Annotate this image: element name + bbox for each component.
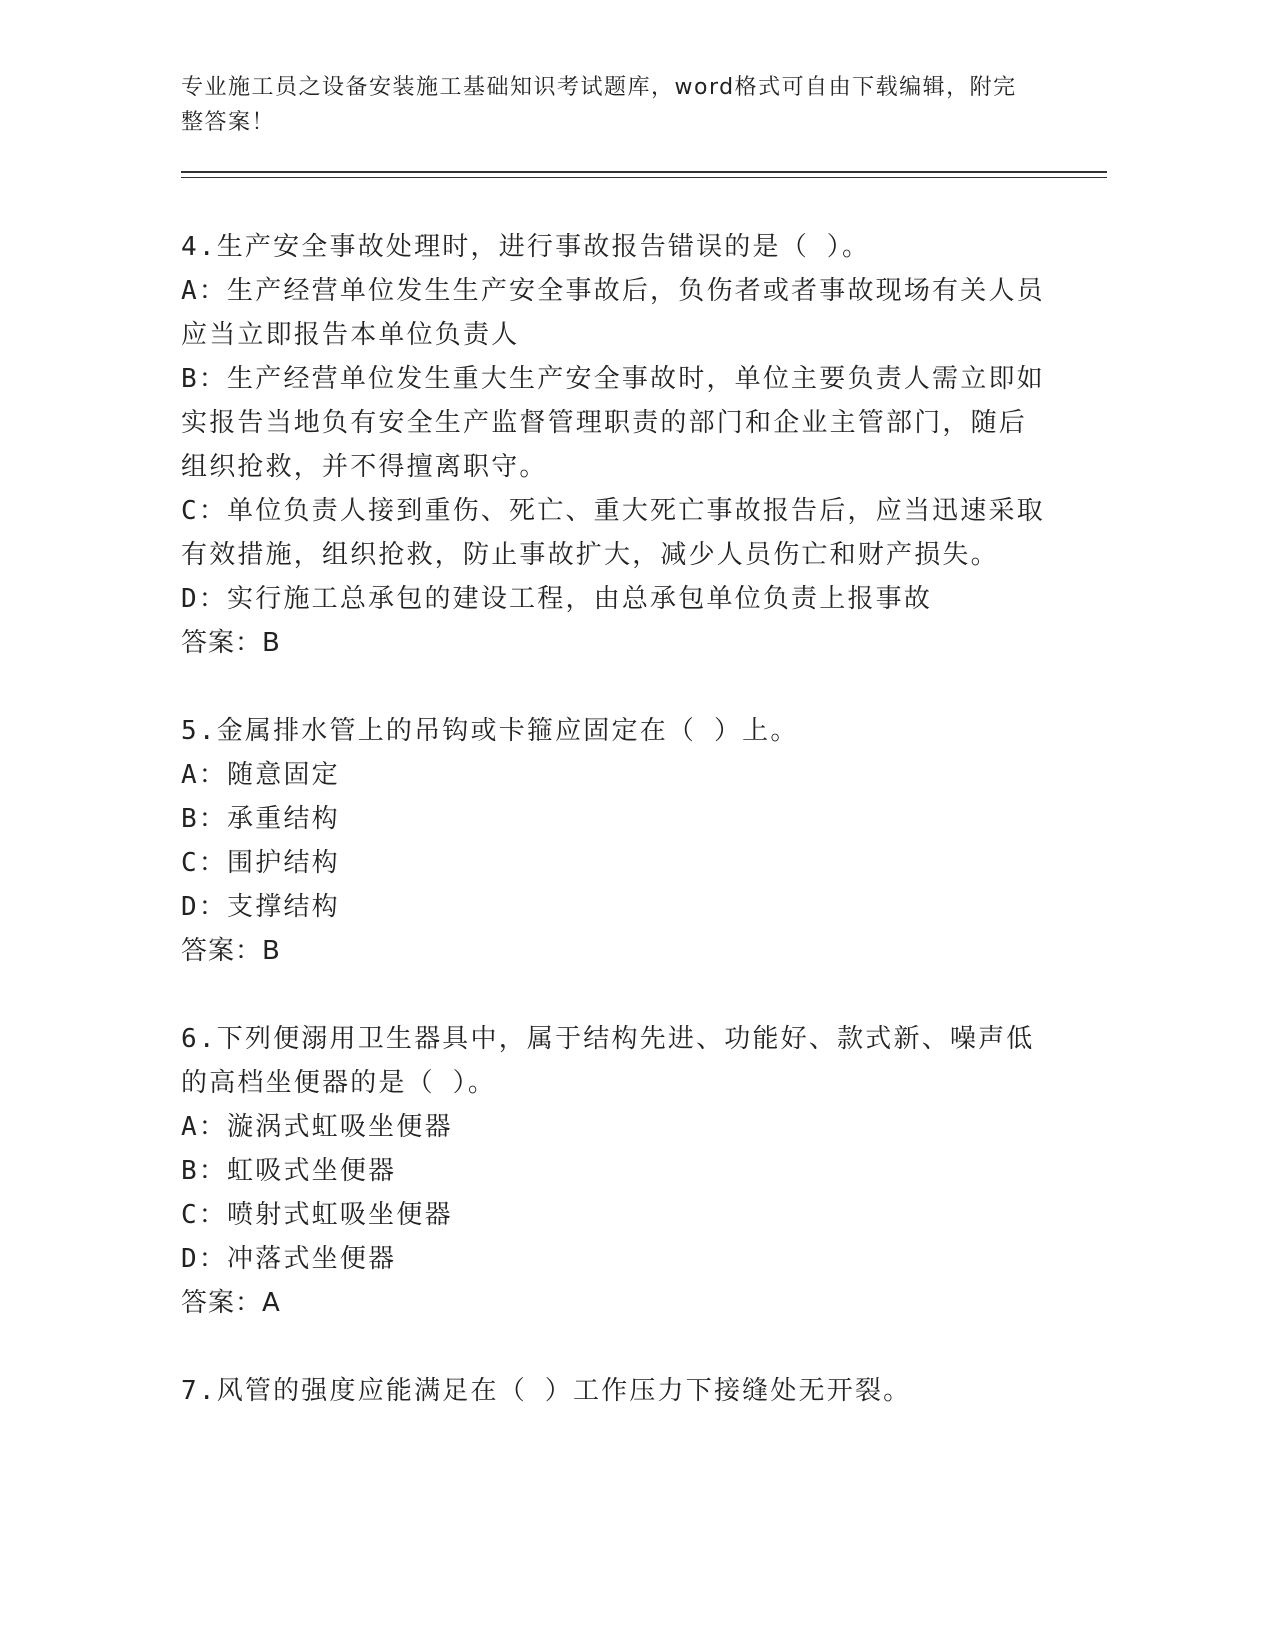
option-line: B：虹吸式坐便器	[181, 1156, 397, 1186]
option-line: 应当立即报告本单位负责人	[181, 320, 520, 350]
question-spacer	[181, 1325, 1041, 1369]
option-line: 实报告当地负有安全生产监督管理职责的部门和企业主管部门，随后	[181, 408, 1028, 438]
question-spacer	[181, 665, 1041, 709]
answer-line: 答案：B	[181, 936, 281, 966]
header-divider-thin	[181, 177, 1107, 178]
option-line: A：随意固定	[181, 760, 340, 790]
answer-line: 答案：A	[181, 1288, 281, 1318]
option-line: A：生产经营单位发生生产安全事故后，负伤者或者事故现场有关人员	[181, 276, 1045, 306]
question-stem: 7.风管的强度应能满足在（ ）工作压力下接缝处无开裂。	[181, 1376, 912, 1406]
option-line: 有效措施，组织抢救，防止事故扩大，减少人员伤亡和财产损失。	[181, 540, 999, 570]
header-line: 整答案！	[181, 110, 276, 135]
option-line: B：生产经营单位发生重大生产安全事故时，单位主要负责人需立即如	[181, 364, 1045, 394]
answer-line: 答案：B	[181, 628, 281, 658]
question-list	[181, 225, 1045, 1413]
document-header	[181, 70, 1041, 140]
option-line: D：支撑结构	[181, 892, 340, 922]
option-line: C：围护结构	[181, 848, 340, 878]
option-line: C：喷射式虹吸坐便器	[181, 1200, 453, 1230]
header-divider-thick	[181, 171, 1107, 173]
question-block	[181, 709, 1041, 973]
question-stem: 4.生产安全事故处理时，进行事故报告错误的是（ ）。	[181, 232, 871, 262]
question-spacer	[181, 973, 1041, 1017]
option-line: B：承重结构	[181, 804, 340, 834]
option-line: D：实行施工总承包的建设工程，由总承包单位负责上报事故	[181, 584, 933, 614]
option-line: C：单位负责人接到重伤、死亡、重大死亡事故报告后，应当迅速采取	[181, 496, 1045, 526]
question-block	[181, 1017, 1041, 1325]
question-stem: 5.金属排水管上的吊钩或卡箍应固定在（ ）上。	[181, 716, 799, 746]
header-line: 专业施工员之设备安装施工基础知识考试题库，word格式可自由下载编辑，附完	[181, 75, 1017, 100]
option-line: 组织抢救，并不得擅离职守。	[181, 452, 548, 482]
question-block	[181, 1369, 1041, 1413]
question-block	[181, 225, 1045, 665]
option-line: A：漩涡式虹吸坐便器	[181, 1112, 453, 1142]
question-stem: 的高档坐便器的是（ ）。	[181, 1068, 497, 1098]
option-line: D：冲落式坐便器	[181, 1244, 397, 1274]
question-stem: 6.下列便溺用卫生器具中，属于结构先进、功能好、款式新、噪声低	[181, 1024, 1035, 1054]
